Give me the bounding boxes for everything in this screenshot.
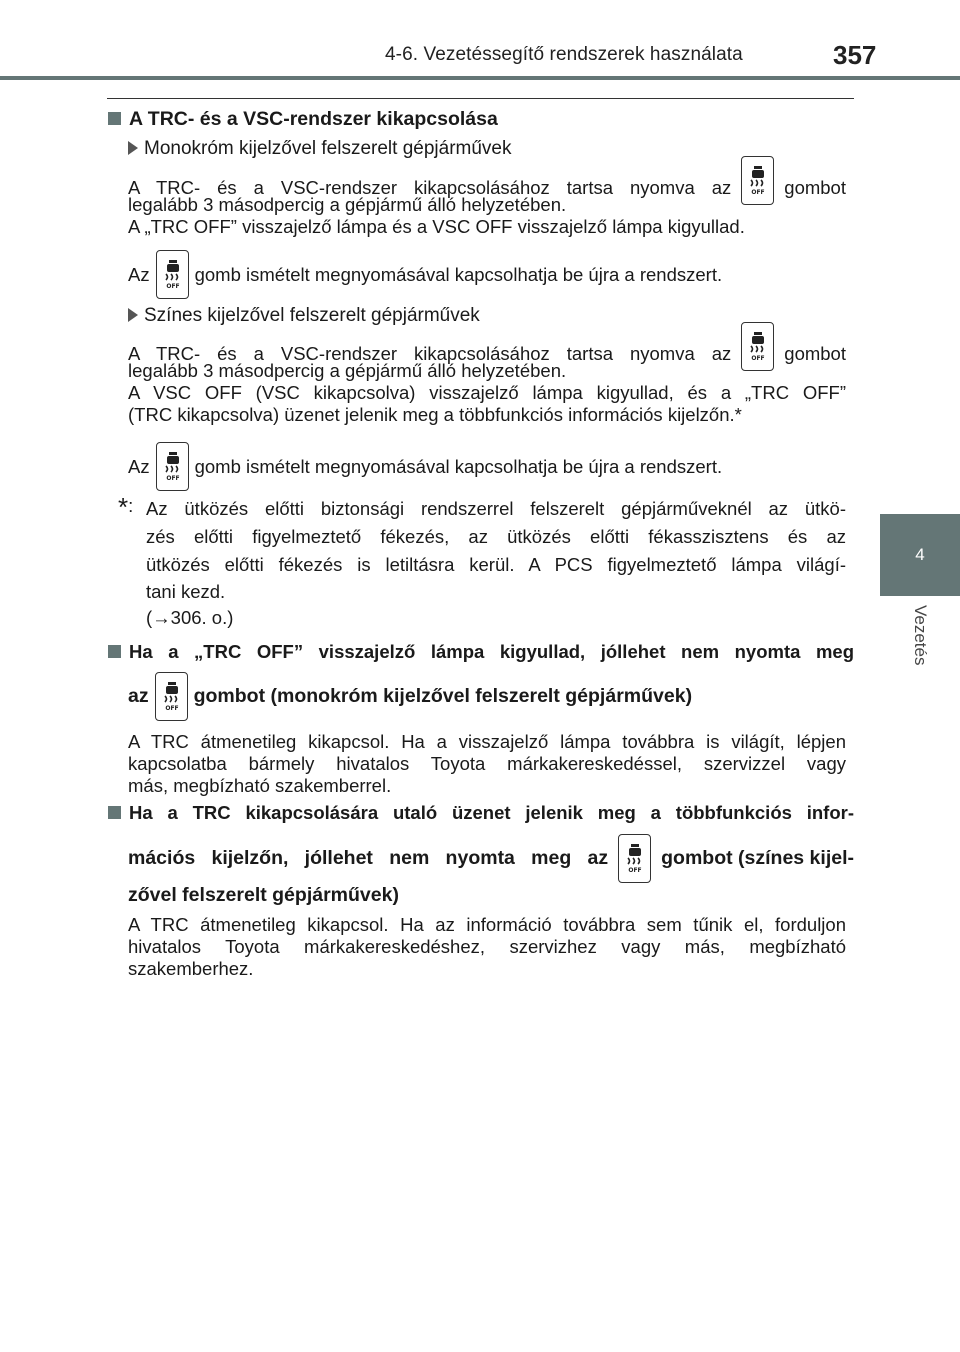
svg-text:OFF: OFF: [751, 189, 765, 196]
chapter-tab-number: 4: [915, 545, 925, 564]
footnote-line: Az ütközés előtti biztonsági rendszerrel felszerelt gépjárműveknél az ütkö-: [146, 498, 846, 519]
paragraph-line: hivatalos Toyota márkakereskedéshez, szervizhez vagy más, megbízható: [128, 936, 846, 957]
section-heading: A TRC- és a VSC-rendszer kikapcsolása: [108, 108, 498, 131]
section-heading: Ha a TRC kikapcsolására utaló üzenet jelenik meg a többfunkciós infor-: [108, 802, 854, 823]
section-marker-icon: [108, 112, 121, 125]
chapter-title: 4-6. Vezetéssegítő rendszerek használata: [385, 44, 743, 65]
chapter-tab: [880, 514, 960, 596]
vsc-off-button-icon: [618, 834, 651, 883]
paragraph-line: szakemberhez.: [128, 958, 254, 979]
page-number: 357: [833, 40, 877, 70]
paragraph-line: A „TRC OFF” visszajelző lámpa és a VSC OFF visszajelző lámpa kigyullad.: [128, 216, 745, 237]
paragraph-line: Az OFF gomb ismételt megnyomásával kapcsolhatja be újra a rendszert.: [128, 442, 722, 491]
content-rule: [107, 98, 854, 99]
subheading-color: Színes kijelzővel felszerelt gépjárművek: [128, 305, 480, 327]
arrow-right-icon: [128, 308, 138, 322]
vsc-off-icon: [163, 452, 183, 482]
vsc-off-button-icon: [156, 442, 189, 491]
vsc-off-icon: [625, 844, 645, 874]
section-heading-cont: az OFF gombot (monokróm kijelzővel felszerelt gépjárművek): [128, 672, 692, 721]
paragraph-line: A TRC- és a VSC-rendszer kikapcsolásához tartsa nyomva az OFF gombot: [128, 336, 846, 371]
page-reference: (→306. o.): [146, 607, 234, 628]
paragraph-line: A TRC átmenetileg kikapcsol. Ha a visszajelző lámpa továbbra is világít, lépjen: [128, 731, 846, 752]
paragraph-line: A VSC OFF (VSC kikapcsolva) visszajelző lámpa kigyullad, és a „TRC OFF”: [128, 382, 846, 403]
vsc-off-button-icon: [155, 672, 188, 721]
footnote-marker: *:: [118, 492, 134, 522]
arrow-right-icon: [128, 141, 138, 155]
subheading-monochrome: Monokróm kijelzővel felszerelt gépjárművek: [128, 138, 511, 160]
chapter-tab-label: Vezetés: [911, 605, 930, 666]
paragraph-line: legalább 3 másodpercig a gépjármű álló helyzetében.: [128, 194, 567, 215]
vsc-off-button-icon: [156, 250, 189, 299]
section-heading-cont: zővel felszerelt gépjárművek): [128, 884, 399, 906]
svg-text:OFF: OFF: [165, 475, 180, 482]
footnote-line: zés előtti figyelmeztető fékezés, az ütközés előtti fékasszisztens és az: [146, 526, 846, 547]
vsc-off-icon: [748, 332, 768, 362]
paragraph-line: A TRC átmenetileg kikapcsol. Ha az információ továbbra sem tűnik el, forduljon: [128, 914, 846, 935]
paragraph-line: kapcsolatba bármely hivatalos Toyota márkakereskedéssel, szervizzel vagy: [128, 753, 846, 774]
footnote-line: ütközés előtti fékezés is letiltásra kerül. A PCS figyelmeztető lámpa világí-: [146, 554, 846, 575]
section-heading-cont: mációs kijelzőn, jóllehet nem nyomta meg az OFF gombot (színes kijel-: [128, 834, 854, 883]
paragraph-line: (TRC kikapcsolva) üzenet jelenik meg a többfunkciós információs kijelzőn.*: [128, 404, 742, 425]
section-marker-icon: [108, 645, 121, 658]
paragraph-line: más, megbízható szakemberrel.: [128, 775, 392, 796]
paragraph-line: A TRC- és a VSC-rendszer kikapcsolásához tartsa nyomva az OFF gombot: [128, 170, 846, 205]
vsc-off-icon: [748, 166, 768, 196]
vsc-off-icon: [163, 260, 183, 290]
svg-text:OFF: OFF: [165, 283, 180, 290]
paragraph-line: Az OFF gomb ismételt megnyomásával kapcsolhatja be újra a rendszert.: [128, 250, 722, 299]
svg-text:OFF: OFF: [751, 355, 765, 362]
header-rule: [0, 76, 960, 80]
footnote-line: tani kezd.: [146, 581, 226, 602]
paragraph-line: legalább 3 másodpercig a gépjármű álló helyzetében.: [128, 360, 567, 381]
vsc-off-button-icon: [741, 156, 774, 205]
vsc-off-icon: [162, 682, 182, 712]
section-marker-icon: [108, 806, 121, 819]
svg-text:OFF: OFF: [628, 867, 642, 874]
vsc-off-button-icon: [741, 322, 774, 371]
section-heading: Ha a „TRC OFF” visszajelző lámpa kigyullad, jóllehet nem nyomta meg: [108, 641, 854, 662]
svg-text:OFF: OFF: [164, 705, 179, 712]
